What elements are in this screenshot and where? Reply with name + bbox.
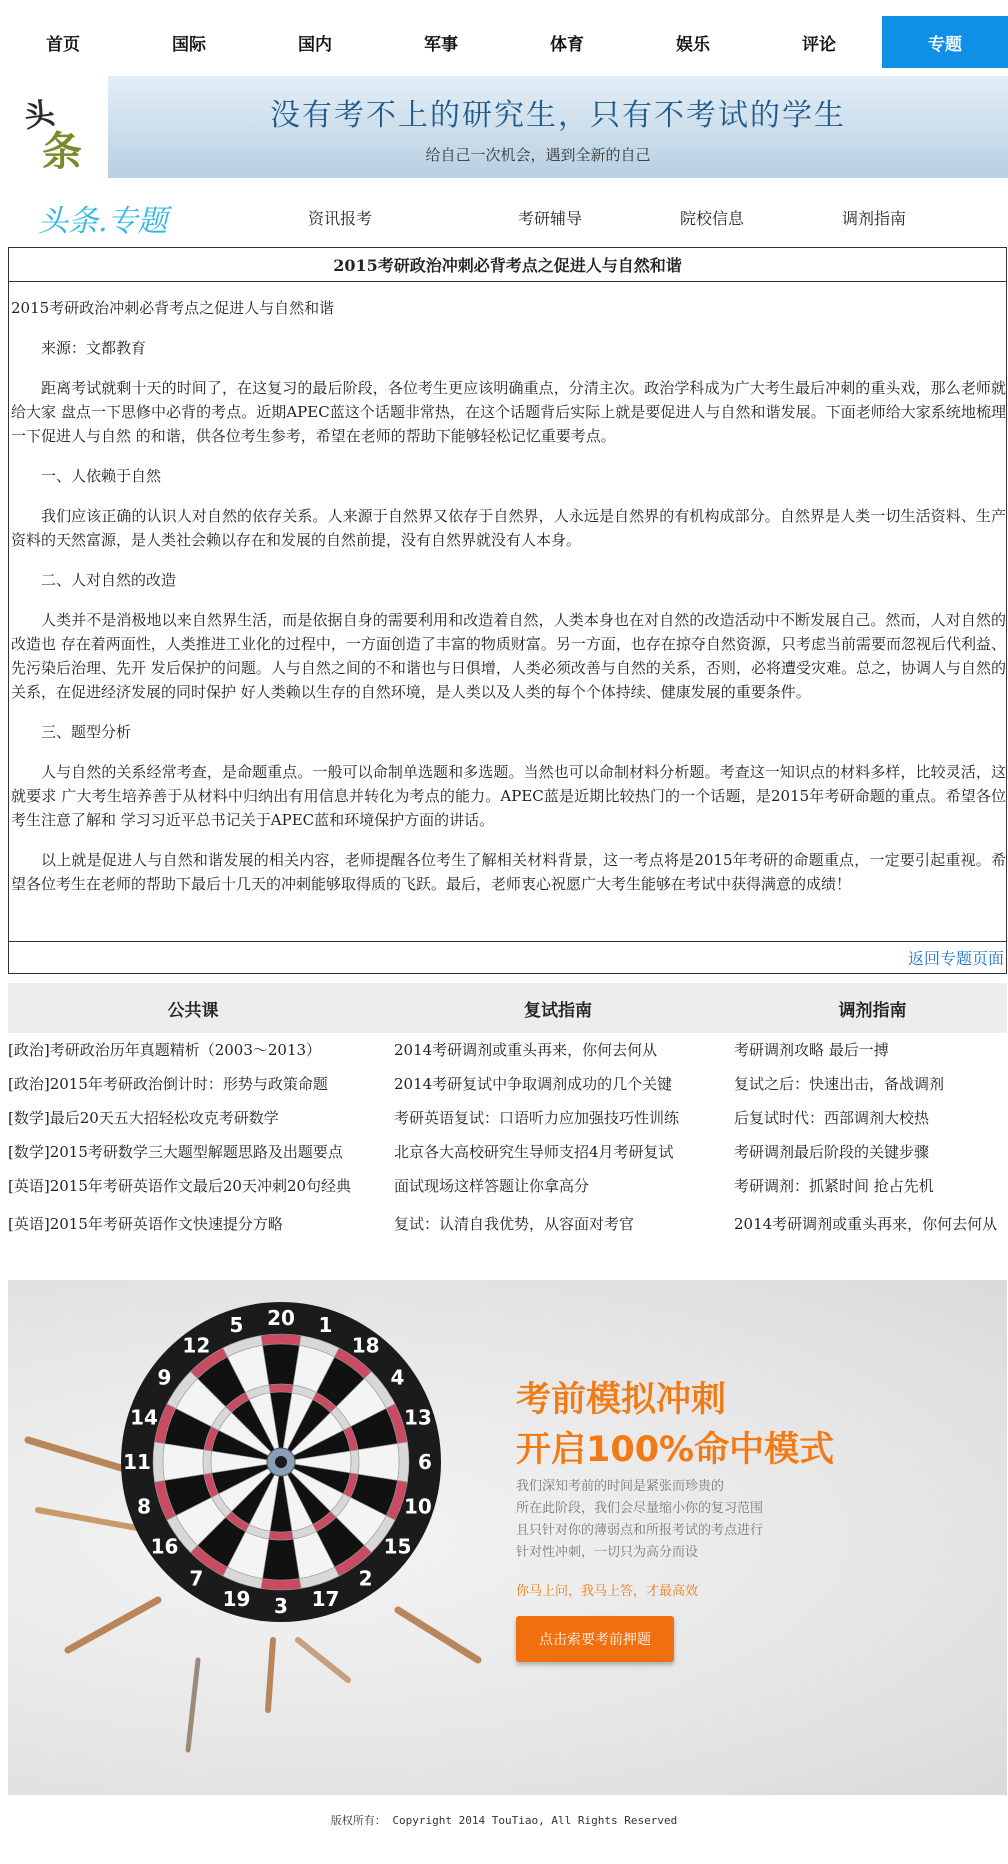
banner-subslogan: 给自己一次机会，遇到全新的自己	[425, 145, 651, 164]
dartboard-bullseye	[275, 1456, 287, 1468]
dartboard-number: 16	[150, 1534, 179, 1559]
logo-char-2: 条	[42, 129, 82, 175]
dartboard	[121, 1302, 441, 1622]
list-item[interactable]: 复试之后：快速出击，备战调剂	[734, 1075, 945, 1093]
article-heading: 一、人依赖于自然	[41, 467, 162, 485]
request-exam-tips-button[interactable]: 点击索要考前押题	[516, 1616, 674, 1662]
dartboard-number: 6	[418, 1450, 432, 1474]
subnav-link-tutoring[interactable]: 考研辅导	[518, 209, 583, 228]
subnav-link-news[interactable]: 资讯报考	[308, 209, 373, 228]
article-paragraph: 我们应该正确的认识人对自然的依存关系。人来源于自然界又依存于自然界，人永远是自然界的有机构成部分。自然界是人类一切生活资料、生产资料的天然富源，是人类社会赖以存在和发展的自然前提，没有自然界就没有人本身。	[11, 507, 1006, 549]
promo-slogan: 你马上问，我马上答，才最高效	[516, 1584, 699, 1599]
list-item[interactable]: 面试现场这样答题让你拿高分	[394, 1177, 590, 1195]
dartboard-segment	[269, 1384, 293, 1393]
article-paragraph: 距离考试就剩十天的时间了，在这复习的最后阶段，各位考生更应该明确重点，分清主次。政治学科成为广大考生最后冲刺的重头戏，那么老师就给大家 盘点一下思修中必背的考点。近期APEC蓝这个话题非常热，在这个话题背后实际上就是要促进人与自然和谐发展。下面老师给大家系统地梳理一下促进人与自然 的和谐，供各位考生参考，希望在老师的帮助下能够轻松记忆重要考点。	[11, 379, 1006, 445]
dartboard-number: 3	[274, 1594, 288, 1618]
promo-title-1: 考前模拟冲刺	[516, 1380, 727, 1420]
dartboard-segment	[269, 1531, 293, 1540]
column-title-retest-guide: 复试指南	[378, 983, 738, 1033]
logo-char-1: 头	[22, 96, 57, 135]
nav-item-military[interactable]: 军事	[424, 34, 458, 55]
back-to-special-link[interactable]: 返回专题页面	[907, 949, 1004, 968]
banner	[0, 76, 1008, 178]
article-title: 2015考研政治冲刺必背考点之促进人与自然和谐	[9, 248, 1006, 282]
list-item[interactable]: 考研调剂攻略 最后一搏	[734, 1041, 889, 1059]
list-item[interactable]: 考研调剂：抓紧时间 抢占先机	[734, 1177, 934, 1195]
site-logo[interactable]	[0, 76, 108, 178]
nav-item-sports[interactable]: 体育	[550, 34, 584, 55]
promo-text-line: 我们深知考前的时间是紧张而珍贵的	[516, 1479, 725, 1494]
nav-item-home[interactable]: 首页	[46, 34, 80, 55]
list-item[interactable]: [英语]2015年考研英语作文快速提分方略	[8, 1215, 283, 1233]
article-heading: 二、人对自然的改造	[41, 571, 177, 589]
list-item[interactable]: 北京各大高校研究生导师支招4月考研复试	[394, 1143, 674, 1161]
column-title-transfer-guide: 调剂指南	[738, 983, 1007, 1033]
dartboard-number: 7	[189, 1566, 204, 1591]
nav-item-special[interactable]: 专题	[882, 16, 1008, 68]
article-footer	[9, 941, 1006, 973]
dartboard-number: 19	[222, 1586, 251, 1611]
subnav-link-transfer[interactable]: 调剂指南	[842, 209, 907, 228]
list-item[interactable]: [数学]最后20天五大招轻松攻克考研数学	[8, 1109, 279, 1127]
promo-text-line: 且只针对你的薄弱点和所报考试的考点进行	[516, 1523, 764, 1538]
article-paragraph: 以上就是促进人与自然和谐发展的相关内容，老师提醒各位考生了解相关材料背景，这一考点将是2015年考研的命题重点，一定要引起重视。希望各位考生在老师的帮助下最后十几天的冲刺能够取得质的飞跃。最后，老师衷心祝愿广大考生能够在考试中获得满意的成绩！	[11, 851, 1006, 893]
copyright-footer: 版权所有： Copyright 2014 TouTiao, All Rights Reserved	[330, 1814, 678, 1827]
top-nav	[0, 16, 1008, 68]
article-source: 来源：文都教育	[41, 339, 147, 357]
dartboard-number: 12	[182, 1333, 211, 1358]
banner-slogan-area	[108, 76, 1008, 178]
list-item[interactable]: [政治]2015年考研政治倒计时：形势与政策命题	[8, 1075, 328, 1093]
dartboard-illustration	[8, 1280, 508, 1795]
banner-slogan: 没有考不上的研究生，只有不考试的学生	[270, 97, 846, 133]
dartboard-number: 13	[404, 1405, 432, 1430]
list-item[interactable]: 复试：认清自我优势，从容面对考官	[394, 1215, 635, 1233]
link-columns	[8, 983, 1007, 1263]
dartboard-number: 11	[123, 1450, 151, 1474]
dartboard-number: 2	[358, 1566, 373, 1591]
article	[8, 247, 1007, 974]
subnav-link-schools[interactable]: 院校信息	[680, 209, 745, 228]
promo-text-line: 针对性冲刺，一切只为高分而设	[516, 1545, 699, 1560]
list-item[interactable]: 考研调剂最后阶段的关键步骤	[734, 1143, 930, 1161]
dartboard-number: 8	[137, 1494, 152, 1519]
dartboard-number: 18	[351, 1333, 380, 1358]
dartboard-number: 17	[311, 1586, 340, 1611]
dartboard-segment	[350, 1450, 359, 1474]
list-item[interactable]: [政治]考研政治历年真题精析（2003～2013）	[8, 1041, 322, 1059]
dartboard-number: 15	[383, 1534, 412, 1559]
article-body	[9, 296, 1006, 896]
nav-item-comment[interactable]: 评论	[802, 34, 836, 55]
dartboard-number: 9	[157, 1365, 172, 1390]
nav-item-domestic[interactable]: 国内	[298, 34, 332, 55]
list-item[interactable]: 2014考研调剂或重头再来，你何去何从	[734, 1215, 998, 1233]
dartboard-number: 14	[130, 1405, 158, 1430]
list-item[interactable]: 2014考研调剂或重头再来，你何去何从	[394, 1041, 658, 1059]
sub-nav	[0, 194, 1008, 242]
list-item[interactable]: 2014考研复试中争取调剂成功的几个关键	[394, 1075, 673, 1093]
dartboard-segment	[203, 1450, 212, 1474]
promo-banner	[8, 1280, 1007, 1795]
list-item[interactable]: [数学]2015考研数学三大题型解题思路及出题要点	[8, 1143, 343, 1161]
dartboard-number: 20	[267, 1306, 295, 1330]
list-item[interactable]: 考研英语复试：口语听力应加强技巧性训练	[394, 1109, 680, 1127]
dartboard-number: 5	[229, 1313, 244, 1338]
column-links-transfer-guide	[734, 1033, 997, 1241]
nav-item-entertainment[interactable]: 娱乐	[676, 34, 710, 55]
promo-title-2: 开启100%命中模式	[516, 1430, 835, 1470]
dartboard-number: 10	[404, 1494, 432, 1519]
article-paragraph: 人类并不是消极地以来自然界生活，而是依据自身的需要利用和改造着自然，人类本身也在对自然的改造活动中不断发展自己。然而，人对自然的改造也 存在着两面性，人类推进工业化的过程中，一方面创造了丰富的物质财富。另一方面，也存在掠夺自然资源，只考虑当前需要而忽视后代利益、先污染后治理、先开 发后保护的问题。人与自然之间的不和谐也与日俱增，人类必须改善与自然的关系，否则，必将遭受灾难。总之，协调人与自然的关系，在促进经济发展的同时保护 好人类赖以生存的自然环境，是人类以及人类的每个个体持续、健康发展的重要条件。	[11, 611, 1006, 701]
promo-description	[516, 1476, 836, 1564]
column-title-public-courses: 公共课	[8, 983, 378, 1033]
section-title: 头条.专题	[38, 204, 168, 239]
list-item[interactable]: [英语]2015年考研英语作文最后20天冲刺20句经典	[8, 1177, 352, 1195]
promo-text-line: 所在此阶段，我们会尽量缩小你的复习范围	[516, 1501, 764, 1516]
column-links-public-courses	[8, 1033, 351, 1241]
dartboard-number: 4	[390, 1365, 405, 1390]
dartboard-number: 1	[318, 1313, 333, 1338]
column-links-retest-guide	[394, 1033, 679, 1241]
list-item[interactable]: 后复试时代：西部调剂大校热	[734, 1109, 930, 1127]
article-lead: 2015考研政治冲刺必背考点之促进人与自然和谐	[11, 299, 335, 317]
article-heading: 三、题型分析	[41, 723, 132, 741]
article-paragraph: 人与自然的关系经常考查，是命题重点。一般可以命制单选题和多选题。当然也可以命制材料分析题。考查这一知识点的材料多样，比较灵活，这就要求 广大考生培养善于从材料中归纳出有用信息并转化为考点的能力。APEC蓝是近期比较热门的一个话题，是2015年考研命题的重点。希望各位考生注意了解和 学习习近平总书记关于APEC蓝和环境保护方面的讲话。	[11, 763, 1006, 829]
nav-item-international[interactable]: 国际	[172, 34, 206, 55]
